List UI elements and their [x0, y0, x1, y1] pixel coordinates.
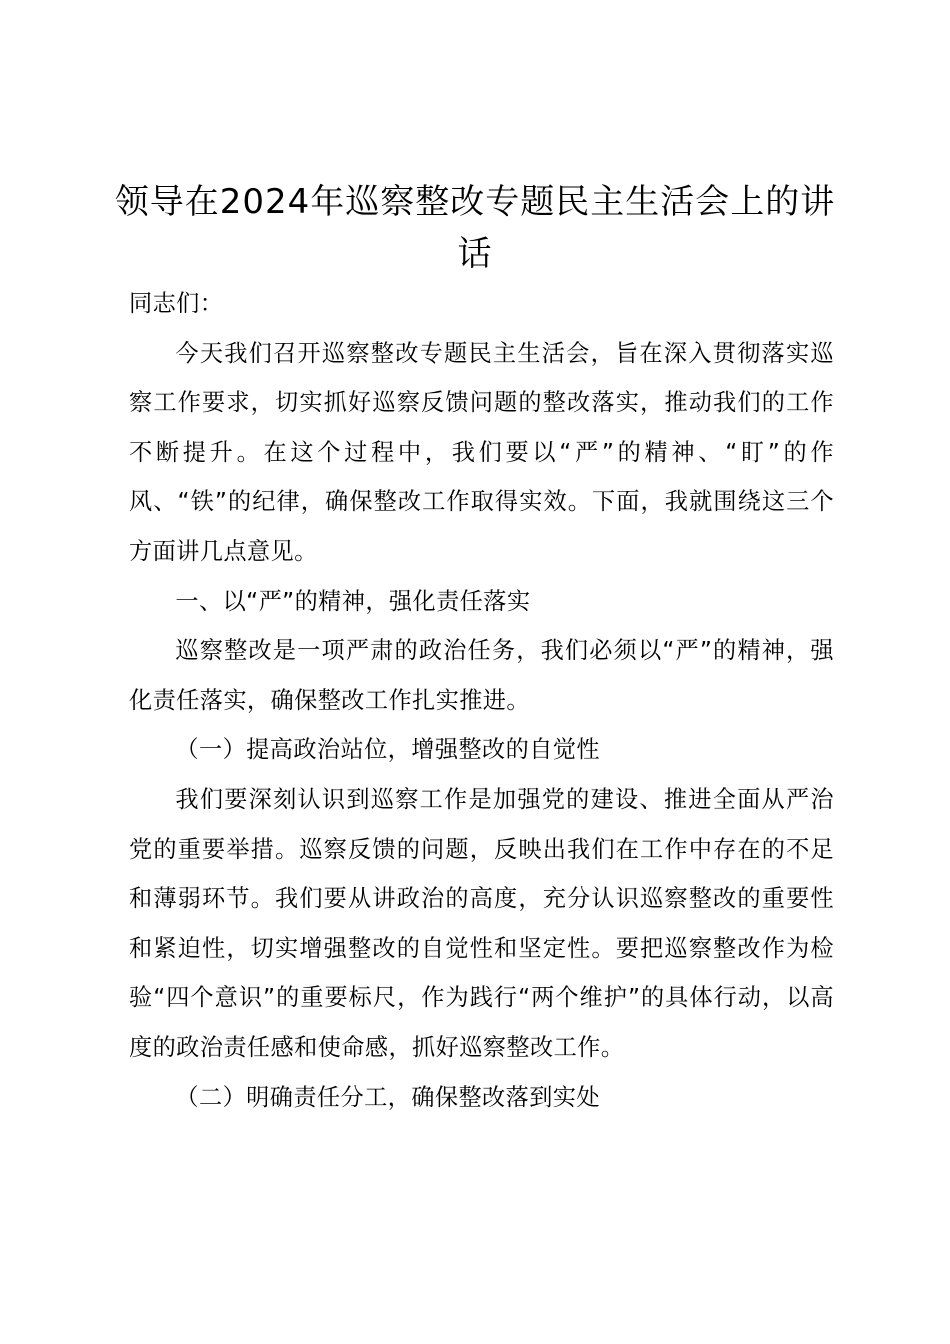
salutation: 同志们：: [129, 290, 224, 317]
section-heading-1: 一、以“严”的精神，强化责任落实: [175, 587, 531, 615]
document-title: [100, 176, 850, 280]
intro-paragraph: 今天我们召开巡察整改专题民主生活会，旨在深入贯彻落实巡察工作要求，切实抓好巡察反馈问题的整改落实，推动我们的工作不断提升。在这个过程中，我们要以“严”的精神、“盯”的作风、“铁”的纪律，确保整改工作取得实效。下面，我就围绕这三个方面讲几点意见。: [129, 339, 834, 565]
subsection-heading-1: （一）提高政治站位，增强整改的自觉性: [175, 736, 600, 764]
title-text: 领导在2024年巡察整改专题民主生活会上的讲话: [114, 182, 836, 274]
subsection-heading-2: （二）明确责任分工，确保整改落到实处: [175, 1083, 600, 1111]
section-1-paragraph: 巡察整改是一项严肃的政治任务，我们必须以“严”的精神，强化责任落实，确保整改工作扎实推进。: [129, 637, 834, 714]
document-body: [129, 279, 834, 1122]
subsection-1-paragraph: 我们要深刻认识到巡察工作是加强党的建设、推进全面从严治党的重要举措。巡察反馈的问题，反映出我们在工作中存在的不足和薄弱环节。我们要从讲政治的高度，充分认识巡察整改的重要性和紧迫性，切实增强整改的自觉性和坚定性。要把巡察整改作为检验“四个意识”的重要标尺，作为践行“两个维护”的具体行动，以高度的政治责任感和使命感，抓好巡察整改工作。: [129, 785, 834, 1061]
